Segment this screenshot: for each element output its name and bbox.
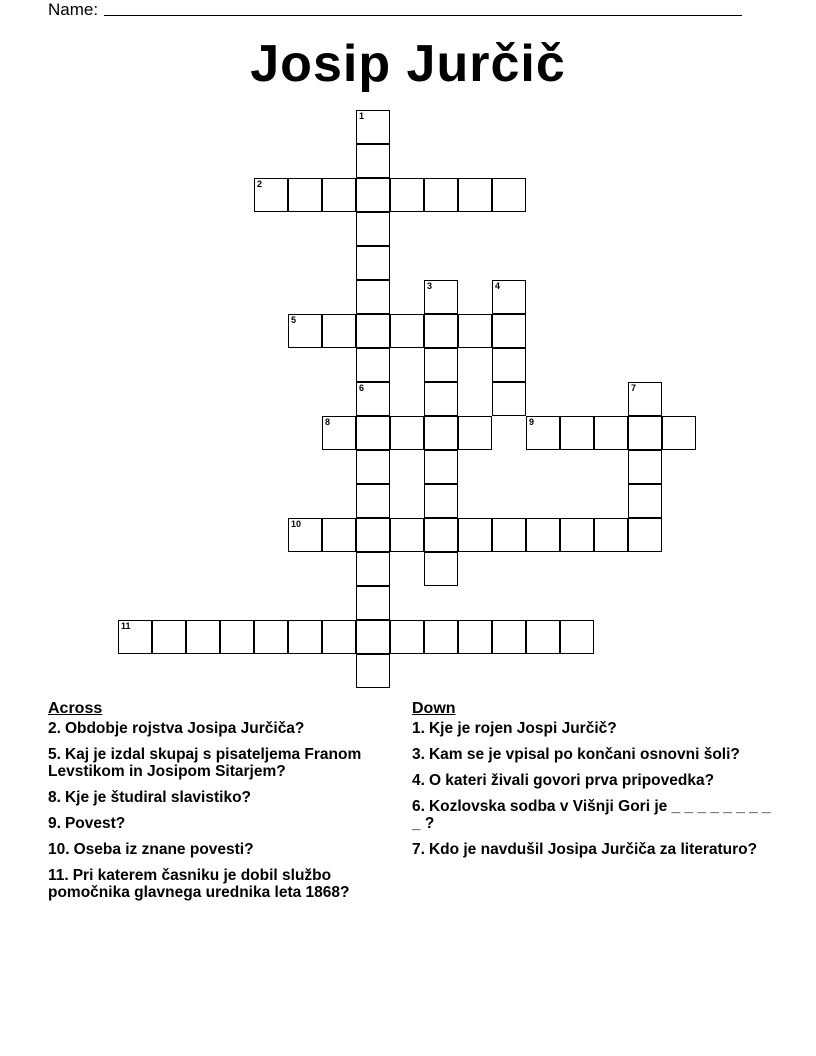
grid-cell[interactable] (560, 518, 594, 552)
clue-across-10: 10. Oseba iz znane povesti? (48, 841, 254, 858)
grid-cell[interactable] (458, 518, 492, 552)
grid-cell[interactable] (288, 314, 322, 348)
clue-number: 9 (529, 417, 535, 427)
grid-cell[interactable] (356, 178, 390, 212)
grid-cell[interactable] (628, 416, 662, 450)
grid-cell[interactable] (322, 620, 356, 654)
grid-cell[interactable] (356, 552, 390, 586)
clue-number: 1 (359, 111, 365, 121)
grid-cell[interactable] (424, 620, 458, 654)
grid-cell[interactable] (390, 416, 424, 450)
clue-number: 4 (495, 281, 501, 291)
clue-number: 6 (359, 383, 365, 393)
name-label: Name: (48, 0, 99, 19)
grid-cell[interactable] (594, 416, 628, 450)
grid-cell[interactable] (322, 518, 356, 552)
grid-cell[interactable] (356, 450, 390, 484)
grid-cell[interactable] (356, 620, 390, 654)
grid-cell[interactable] (492, 620, 526, 654)
grid-cell[interactable] (390, 620, 424, 654)
grid-cell[interactable] (526, 416, 560, 450)
grid-cell[interactable] (424, 450, 458, 484)
grid-cell[interactable] (458, 620, 492, 654)
grid-cell[interactable] (390, 178, 424, 212)
grid-cell[interactable] (424, 178, 458, 212)
grid-cell[interactable] (526, 518, 560, 552)
grid-cell[interactable] (492, 348, 526, 382)
clue-across-5: 5. Kaj je izdal skupaj s pisateljema Franom Levstikom in Josipom Sitarjem? (48, 746, 362, 780)
grid-cell[interactable] (356, 212, 390, 246)
grid-cell[interactable] (424, 314, 458, 348)
grid-cell[interactable] (424, 280, 458, 314)
clue-number: 3 (427, 281, 433, 291)
grid-cell[interactable] (458, 178, 492, 212)
clue-number: 2 (257, 179, 263, 189)
grid-cell[interactable] (356, 586, 390, 620)
clue-down-6: 6. Kozlovska sodba v Višnji Gori je _ _ _ _ _ _ _ _ _ ? (412, 798, 771, 832)
grid-cell[interactable] (356, 484, 390, 518)
clue-down-1: 1. Kje je rojen Jospi Jurčič? (412, 720, 617, 737)
grid-cell[interactable] (322, 416, 356, 450)
grid-cell[interactable] (492, 314, 526, 348)
grid-cell[interactable] (424, 552, 458, 586)
grid-cell[interactable] (288, 620, 322, 654)
grid-cell[interactable] (424, 518, 458, 552)
grid-cell[interactable] (560, 416, 594, 450)
grid-cell[interactable] (628, 450, 662, 484)
clue-down-7: 7. Kdo je navdušil Josipa Jurčiča za literaturo? (412, 841, 758, 858)
grid-cell[interactable] (356, 110, 390, 144)
grid-cell[interactable] (492, 280, 526, 314)
down-heading: Down (412, 700, 456, 717)
grid-cell[interactable] (424, 416, 458, 450)
grid-cell[interactable] (458, 314, 492, 348)
clue-number: 7 (631, 383, 637, 393)
grid-cell[interactable] (628, 518, 662, 552)
down-clues (412, 700, 772, 867)
grid-cell[interactable] (628, 484, 662, 518)
grid-cell[interactable] (424, 484, 458, 518)
clue-number: 11 (121, 621, 131, 631)
clue-across-9: 9. Povest? (48, 815, 126, 832)
across-heading: Across (48, 700, 103, 717)
grid-cell[interactable] (424, 382, 458, 416)
grid-cell[interactable] (492, 518, 526, 552)
grid-cell[interactable] (186, 620, 220, 654)
grid-cell[interactable] (356, 654, 390, 688)
grid-cell[interactable] (322, 178, 356, 212)
puzzle-title: Josip Jurčič (250, 35, 566, 93)
grid-cell[interactable] (118, 620, 152, 654)
grid-cell[interactable] (254, 178, 288, 212)
grid-cell[interactable] (492, 178, 526, 212)
grid-cell[interactable] (152, 620, 186, 654)
grid-cell[interactable] (356, 518, 390, 552)
grid-cell[interactable] (288, 518, 322, 552)
grid-cell[interactable] (492, 382, 526, 416)
grid-cell[interactable] (356, 144, 390, 178)
grid-cell[interactable] (594, 518, 628, 552)
clue-number: 8 (325, 417, 331, 427)
grid-cell[interactable] (220, 620, 254, 654)
grid-cell[interactable] (356, 280, 390, 314)
grid-cell[interactable] (356, 348, 390, 382)
grid-cell[interactable] (356, 314, 390, 348)
grid-cell[interactable] (628, 382, 662, 416)
across-clues (48, 700, 408, 910)
grid-cell[interactable] (390, 314, 424, 348)
grid-cell[interactable] (356, 416, 390, 450)
clue-across-11: 11. Pri katerem časniku je dobil službo pomočnika glavnega urednika leta 1868? (48, 867, 350, 901)
grid-cell[interactable] (356, 246, 390, 280)
grid-cell[interactable] (356, 382, 390, 416)
grid-cell[interactable] (458, 416, 492, 450)
grid-cell[interactable] (322, 314, 356, 348)
grid-cell[interactable] (662, 416, 696, 450)
grid-cell[interactable] (424, 348, 458, 382)
clue-across-2: 2. Obdobje rojstva Josipa Jurčiča? (48, 720, 305, 737)
clue-down-3: 3. Kam se je vpisal po končani osnovni šoli? (412, 746, 740, 763)
clue-number: 10 (291, 519, 302, 529)
grid-cell[interactable] (390, 518, 424, 552)
grid-cell[interactable] (526, 620, 560, 654)
grid-cell[interactable] (254, 620, 288, 654)
clue-down-4: 4. O kateri živali govori prva pripovedka? (412, 772, 715, 789)
grid-cell[interactable] (288, 178, 322, 212)
clue-across-8: 8. Kje je študiral slavistiko? (48, 789, 252, 806)
clue-number: 5 (291, 315, 297, 325)
grid-cell[interactable] (560, 620, 594, 654)
